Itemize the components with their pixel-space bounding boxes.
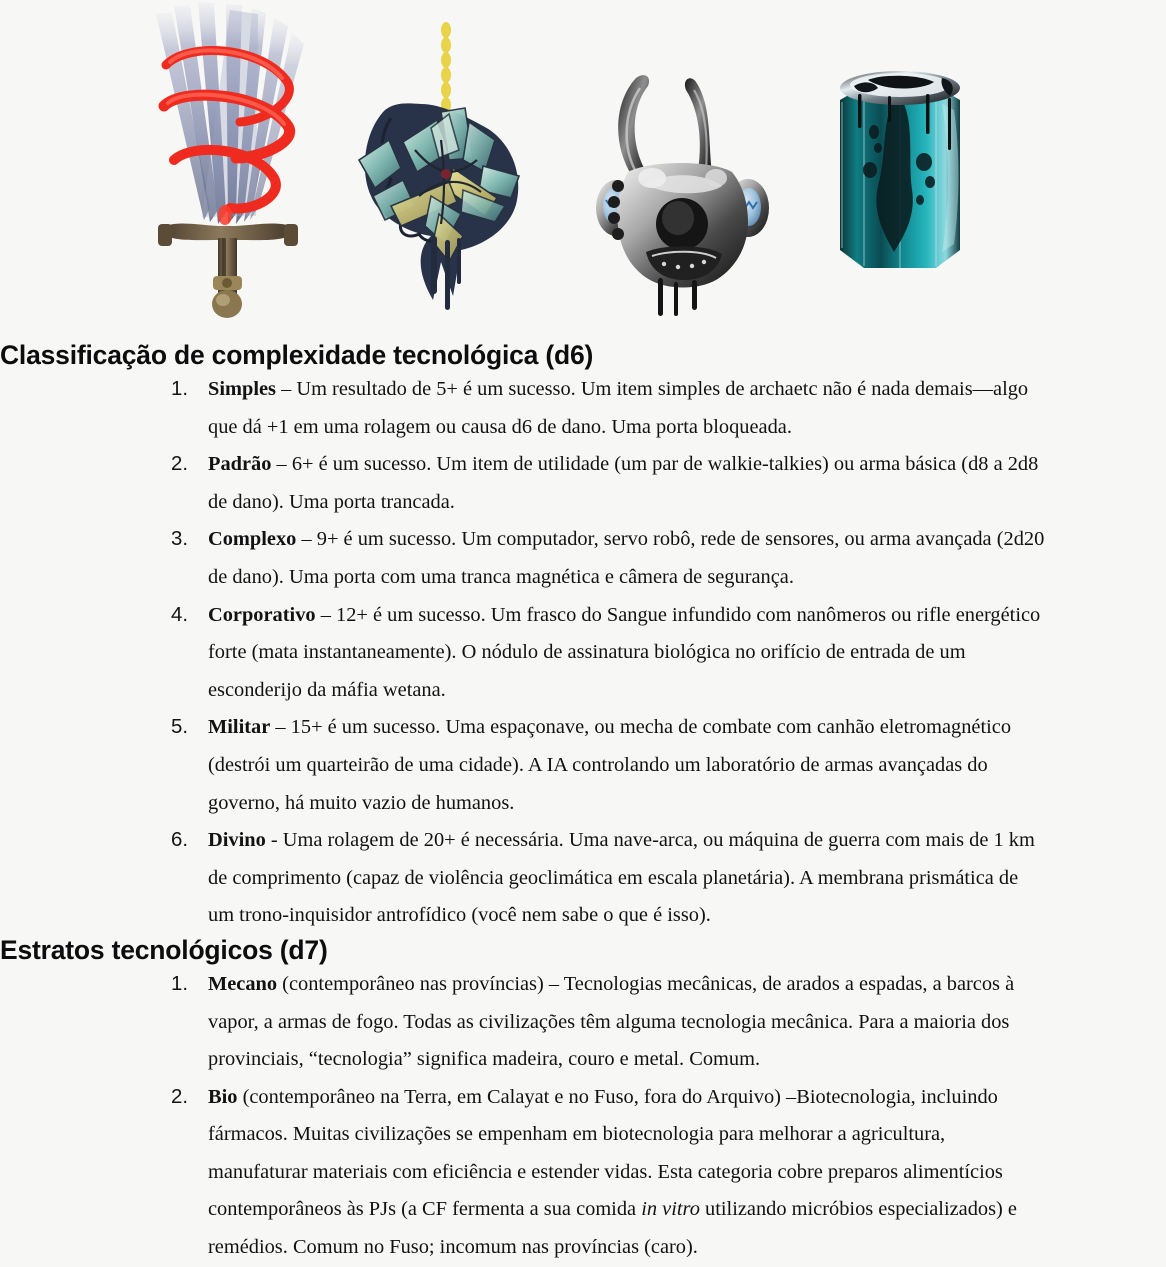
list-item-text — [208, 446, 1046, 521]
energy-sword-icon — [140, 2, 330, 318]
list-item-description: – 12+ é um sucesso. Um frasco do Sangue infundido com nanômeros ou rifle energético forte (mata instantaneamente). O nódulo de assinatura biológica no orifício de entrada de um esconderijo da máfia wetana. — [208, 603, 1041, 701]
list-item-description: (contemporâneo nas províncias) – Tecnologias mecânicas, de arados a espadas, a barcos à vapor, a armas de fogo. Todas as civilizações têm alguma tecnologia mecânica. Para a maioria dos provinciais, “tecnologia” significa madeira, couro e metal. Comum. — [208, 972, 1015, 1071]
section-heading-estratos: Estratos tecnológicos (d7) — [0, 934, 328, 965]
list-item-description-after: utilizando micróbios especializados) e remédios. Comum no Fuso; incomum nas províncias (caro). — [208, 1198, 1017, 1259]
list-item-term: Corporativo — [208, 603, 316, 626]
list-item-term: Militar — [208, 716, 271, 739]
list-item — [0, 446, 1166, 521]
list-item-description: – 15+ é um sucesso. Uma espaçonave, ou mecha de combate com canhão eletromagnético (destrói um quarteirão de uma cidade). A IA controlando um laboratório de armas avançadas do governo, há muito vazio de humanos. — [208, 716, 1012, 814]
list-item-description: – 9+ é um sucesso. Um computador, servo robô, rede de sensores, ou arma avançada (2d20 de dano). Uma porta com uma tranca magnética e câmera de segurança. — [208, 528, 1045, 588]
list-item-text — [208, 597, 1046, 710]
list-item-term: Divino — [208, 829, 266, 852]
illustration-strip — [0, 0, 1166, 340]
list-item-number: 5. — [170, 716, 188, 739]
list-item-number: 4. — [170, 603, 188, 626]
estratos-list — [0, 966, 1166, 1267]
crystal-pendant-illustration — [345, 0, 540, 318]
horned-helmet-icon — [592, 56, 777, 318]
list-item-term: Bio — [208, 1085, 238, 1108]
energy-sword-illustration — [140, 2, 330, 318]
list-item-number: 6. — [170, 829, 188, 852]
list-item-text — [208, 709, 1046, 822]
section-heading-complexidade: Classificação de complexidade tecnológica (d6) — [0, 340, 594, 370]
glowing-canister-illustration — [830, 66, 970, 298]
list-item-text — [208, 966, 1046, 1079]
list-item-term: Mecano — [208, 972, 278, 995]
list-item-text — [208, 1079, 1046, 1267]
horned-helmet-illustration — [592, 56, 777, 318]
list-item — [0, 709, 1166, 822]
list-item-number: 1. — [170, 378, 188, 400]
list-item-italic-phrase: in vitro — [641, 1198, 700, 1221]
list-item-description: – 6+ é um sucesso. Um item de utilidade (um par de walkie-talkies) ou arma básica (d8 a 2d8 de dano). Uma porta trancada. — [208, 453, 1039, 513]
list-item — [0, 822, 1166, 935]
list-item-text — [208, 521, 1046, 596]
list-item-number: 2. — [170, 453, 188, 476]
list-item-text — [208, 371, 1046, 446]
list-item — [0, 597, 1166, 710]
list-item-number: 3. — [170, 528, 188, 551]
list-item-number: 2. — [170, 1085, 188, 1108]
list-item-term: Padrão — [208, 453, 272, 476]
list-item — [0, 521, 1166, 596]
list-item-term: Simples — [208, 378, 276, 400]
list-item — [0, 1079, 1166, 1267]
list-item-description: – Um resultado de 5+ é um sucesso. Um item simples de archaetc não é nada demais—algo que dá +1 em uma rolagem ou causa d6 de dano. Uma porta bloqueada. — [208, 378, 1029, 438]
list-item-term: Complexo — [208, 528, 297, 551]
glowing-canister-icon — [830, 66, 970, 298]
list-item-description: - Uma rolagem de 20+ é necessária. Uma nave-arca, ou máquina de guerra com mais de 1 km de comprimento (capaz de violência geoclimática em escala planetária). A membrana prismática de um trono-inquisidor antrofídico (você nem sabe o que é isso). — [208, 829, 1035, 927]
list-item-number: 1. — [170, 972, 188, 995]
document-body — [0, 340, 1166, 1267]
list-item-description-before: (contemporâneo na Terra, em Calayat e no Fuso, fora do Arquivo) –Biotecnologia, incluindo fármacos. Muitas civilizações se empenham em biotecnologia para melhorar a agricultura, manufaturar materiais com eficiência e estender vidas. Esta categoria cobre preparos alimentícios contemporâneos às PJs (a CF fermenta a sua comida — [208, 1085, 1003, 1221]
list-item-text — [208, 822, 1046, 935]
list-item — [0, 371, 1166, 446]
complexidade-list — [0, 371, 1166, 935]
crystal-pendant-icon — [345, 0, 540, 318]
list-item — [0, 966, 1166, 1079]
